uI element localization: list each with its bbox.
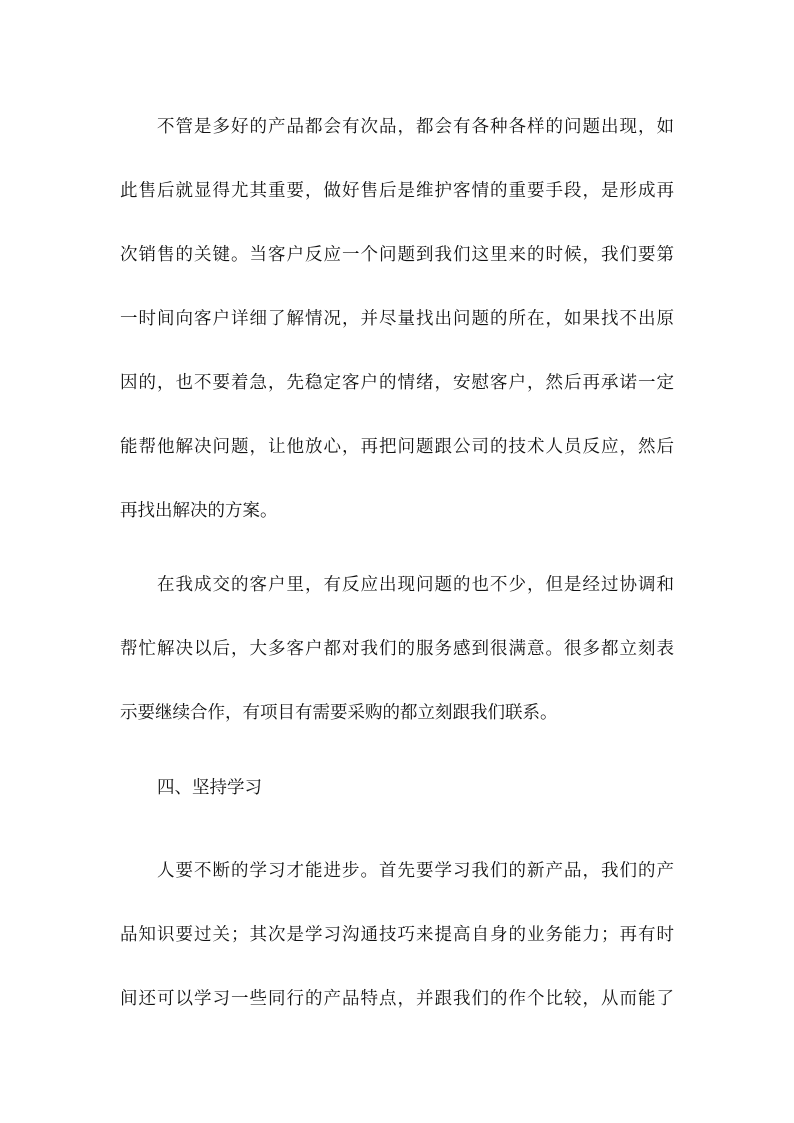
- paragraph-1-line-2: 此售后就显得尤其重要，做好售后是维护客情的重要手段，是形成再: [120, 181, 674, 201]
- paragraph-1-line-5: 因的，也不要着急，先稳定客户的情绪，安慰客户，然后再承诺一定: [120, 373, 674, 393]
- paragraph-2-line-1: 在我成交的客户里，有反应出现问题的也不少，但是经过协调和: [157, 575, 674, 595]
- paragraph-1-line-4: 一时间向客户详细了解情况，并尽量找出问题的所在，如果找不出原: [120, 309, 674, 329]
- paragraph-1-line-3: 次销售的关键。当客户反应一个问题到我们这里来的时候，我们要第: [120, 245, 674, 265]
- paragraph-2-line-2: 帮忙解决以后，大多客户都对我们的服务感到很满意。很多都立刻表: [120, 639, 674, 659]
- paragraph-3-line-1: 人要不断的学习才能进步。首先要学习我们的新产品，我们的产: [157, 861, 674, 881]
- paragraph-1-line-6: 能帮他解决问题，让他放心，再把问题跟公司的技术人员反应，然后: [120, 437, 674, 457]
- paragraph-1-line-7: 再找出解决的方案。: [120, 501, 278, 521]
- paragraph-3-line-3: 间还可以学习一些同行的产品特点，并跟我们的作个比较，从而能了: [120, 989, 674, 1009]
- section-heading: 四、坚持学习: [157, 778, 262, 798]
- paragraph-2-line-3: 示要继续合作，有项目有需要采购的都立刻跟我们联系。: [120, 703, 558, 723]
- paragraph-3-line-2: 品知识要过关；其次是学习沟通技巧来提高自身的业务能力；再有时: [120, 925, 674, 945]
- paragraph-1-line-1: 不管是多好的产品都会有次品，都会有各种各样的问题出现，如: [157, 117, 674, 137]
